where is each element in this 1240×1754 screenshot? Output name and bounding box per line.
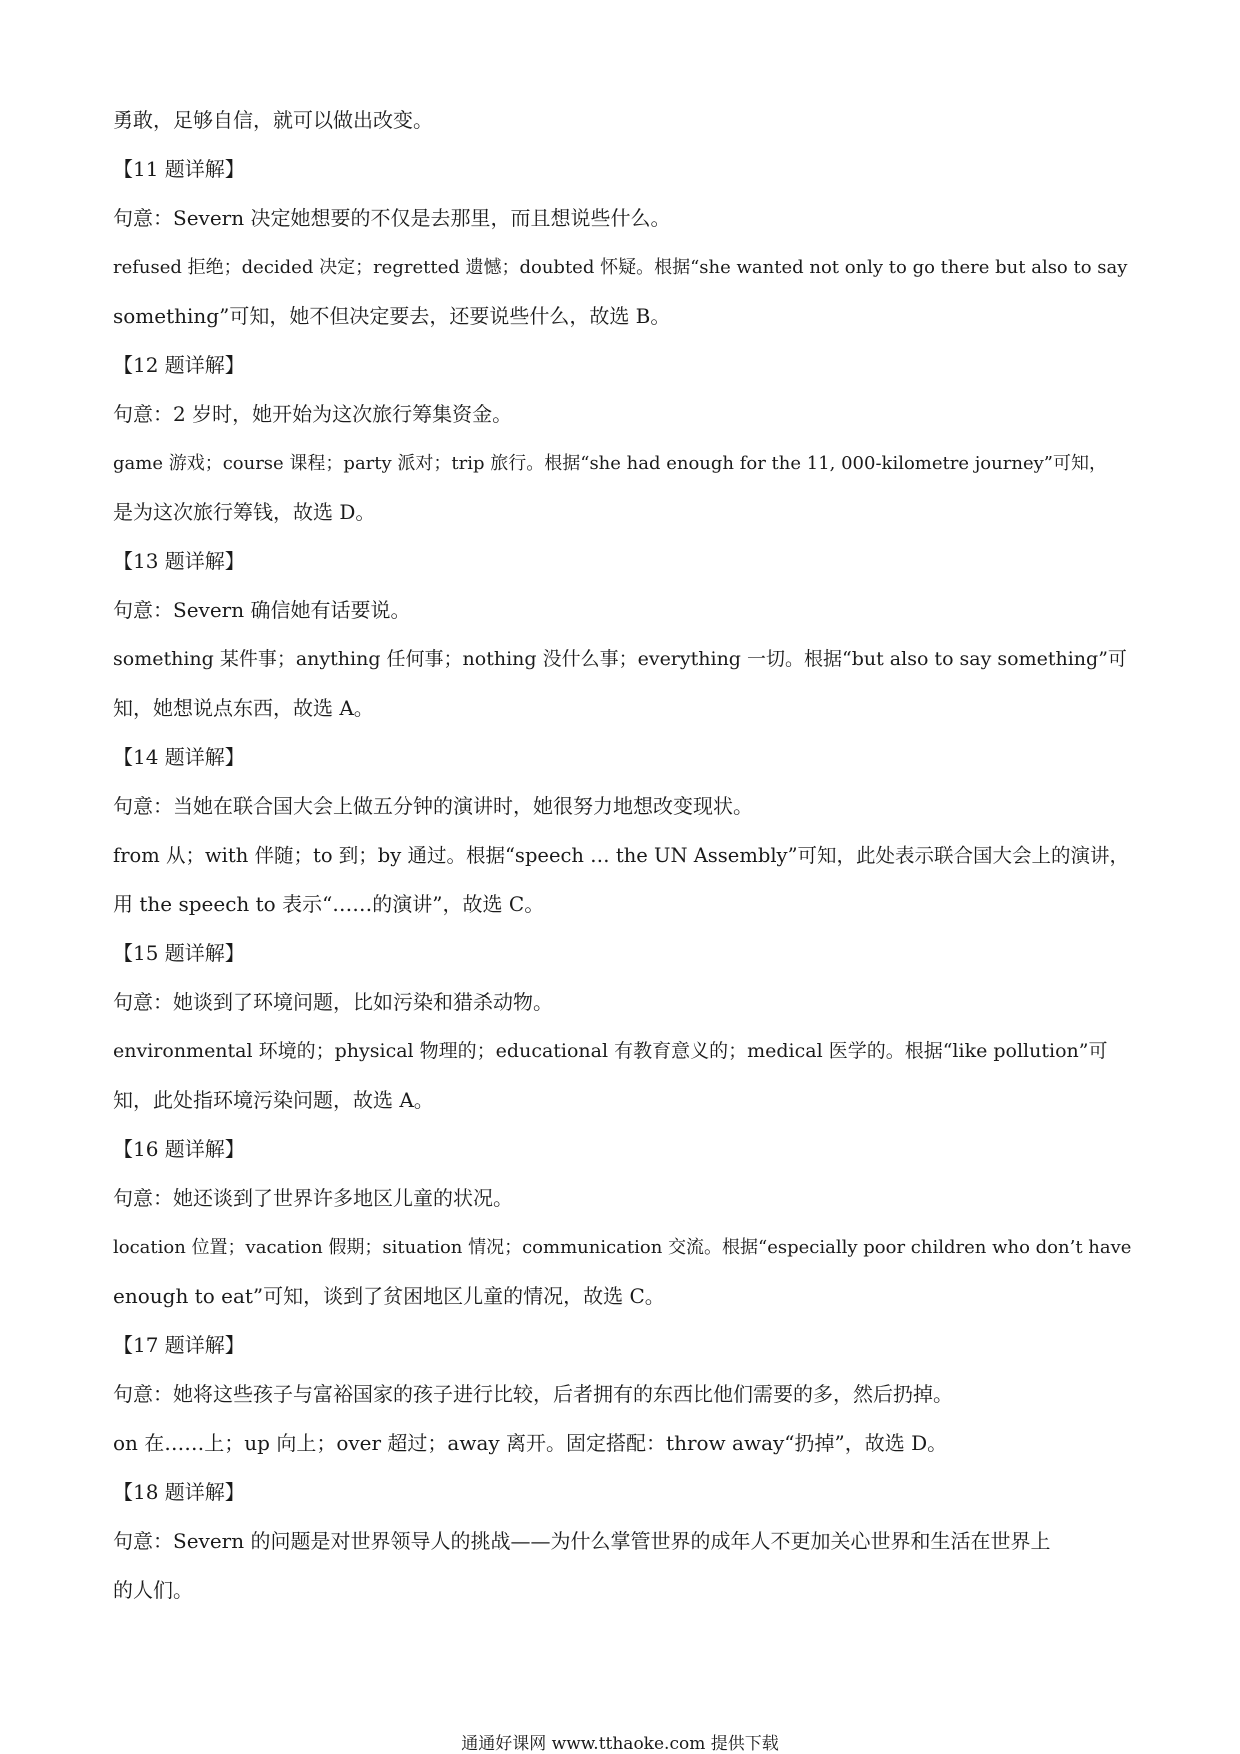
text-line: game 游戏；course 课程；party 派对；trip 旅行。根据“she had enough for the 11, 000-kilometre journey”可知，: [113, 453, 1107, 474]
question-heading: 【14 题详解】: [113, 745, 245, 769]
text-line: 句意：她谈到了环境问题，比如污染和猎杀动物。: [113, 990, 553, 1014]
text-line: 句意：当她在联合国大会上做五分钟的演讲时，她很努力地想改变现状。: [113, 794, 753, 818]
text-line: 用 the speech to 表示“……的演讲”，故选 C。: [113, 892, 545, 916]
text-line: 句意：Severn 决定她想要的不仅是去那里，而且想说些什么。: [113, 206, 671, 230]
text-line: refused 拒绝；decided 决定；regretted 遗憾；doubted 怀疑。根据“she wanted not only to go there but also to say: [113, 257, 1128, 278]
text-line: 句意：Severn 的问题是对世界领导人的挑战——为什么掌管世界的成年人不更加关心世界和生活在世界上: [113, 1529, 1051, 1553]
text-line: 是为这次旅行筹钱，故选 D。: [113, 500, 376, 524]
question-heading: 【12 题详解】: [113, 353, 245, 377]
text-line: 知，此处指环境污染问题，故选 A。: [113, 1088, 434, 1112]
question-heading: 【13 题详解】: [113, 549, 245, 573]
question-heading: 【16 题详解】: [113, 1137, 245, 1161]
page-footer: 通通好课网 www.tthaoke.com 提供下载: [461, 1734, 779, 1754]
text-line: environmental 环境的；physical 物理的；educational 有教育意义的；medical 医学的。根据“like pollution”可: [113, 1040, 1108, 1062]
text-line: 句意：她还谈到了世界许多地区儿童的状况。: [113, 1186, 513, 1210]
text-line: 知，她想说点东西，故选 A。: [113, 696, 374, 720]
document-body: [113, 96, 1133, 1615]
text-line: on 在……上；up 向上；over 超过；away 离开。固定搭配：throw away“扔掉”，故选 D。: [113, 1431, 948, 1455]
text-line: 勇敢，足够自信，就可以做出改变。: [113, 108, 433, 132]
text-line: 的人们。: [113, 1578, 193, 1602]
text-line: 句意：Severn 确信她有话要说。: [113, 598, 411, 622]
question-heading: 【11 题详解】: [113, 157, 245, 181]
text-line: 句意：她将这些孩子与富裕国家的孩子进行比较，后者拥有的东西比他们需要的多，然后扔掉。: [113, 1382, 953, 1406]
text-line: 句意：2 岁时，她开始为这次旅行筹集资金。: [113, 402, 513, 426]
text-line: something”可知，她不但决定要去，还要说些什么，故选 B。: [113, 304, 671, 328]
question-heading: 【17 题详解】: [113, 1333, 245, 1357]
text-line: enough to eat”可知，谈到了贫困地区儿童的情况，故选 C。: [113, 1284, 665, 1308]
question-heading: 【15 题详解】: [113, 941, 245, 965]
text-line: something 某件事；anything 任何事；nothing 没什么事；everything 一切。根据“but also to say something”可: [113, 648, 1127, 670]
text-line: location 位置；vacation 假期；situation 情况；communication 交流。根据“especially poor children who don’t have: [113, 1237, 1132, 1258]
text-line: from 从；with 伴随；to 到；by 通过。根据“speech … the UN Assembly”可知，此处表示联合国大会上的演讲，: [113, 844, 1130, 867]
question-heading: 【18 题详解】: [113, 1480, 245, 1504]
